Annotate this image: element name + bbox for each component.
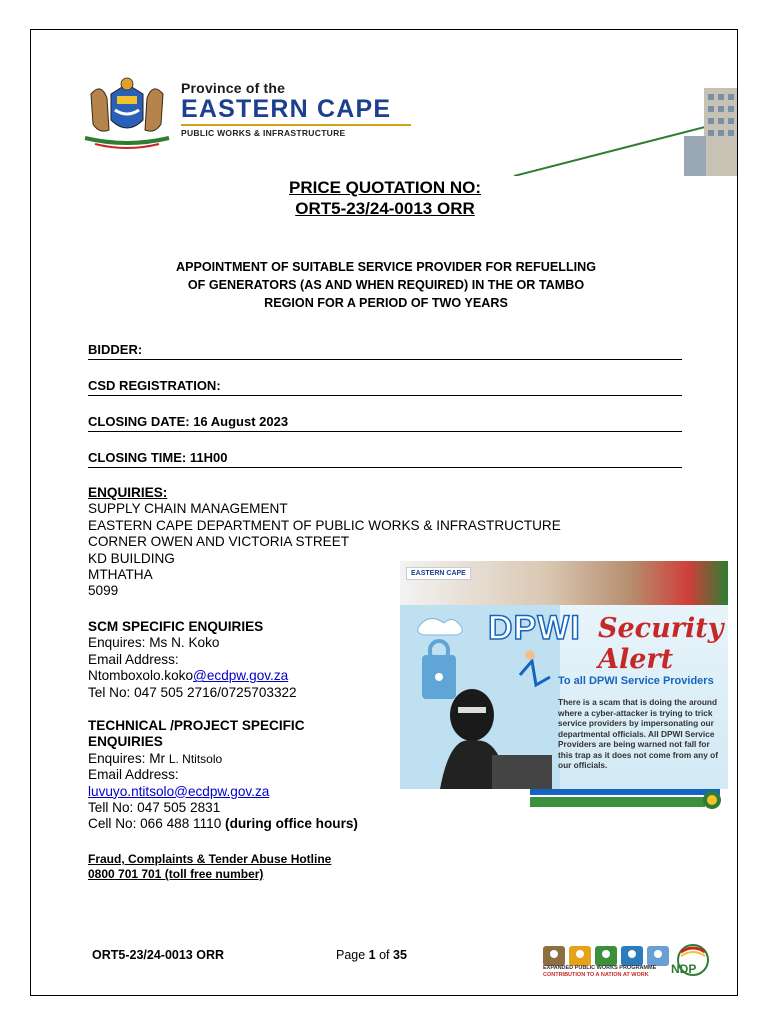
scm-email: [88, 668, 297, 684]
subtitle-line-1: APPOINTMENT OF SUITABLE SERVICE PROVIDER FOR REFUELLING: [175, 260, 597, 274]
technical-enquires-prefix: Enquires: Mr: [88, 750, 169, 766]
enquiries-heading: ENQUIRIES:: [88, 485, 168, 500]
subtitle-line-2: OF GENERATORS (AS AND WHEN REQUIRED) IN THE OR TAMBO: [187, 278, 585, 292]
closing-date-field: CLOSING DATE: 16 August 2023: [88, 414, 682, 432]
coat-of-arms-icon: [71, 74, 183, 152]
poster-subheading: To all DPWI Service Providers: [558, 675, 714, 687]
poster-logo: EASTERN CAPE: [406, 567, 471, 580]
eastern-cape-logo: [71, 74, 416, 152]
poster-blue-stripe: [530, 789, 720, 795]
logo-eastern-cape-text: EASTERN CAPE: [181, 95, 392, 123]
poster-badge-icon: [700, 789, 724, 811]
enquiries-line: SUPPLY CHAIN MANAGEMENT: [88, 501, 288, 517]
csd-registration-field: CSD REGISTRATION:: [88, 378, 682, 396]
enquiries-line: EASTERN CAPE DEPARTMENT OF PUBLIC WORKS & INFRASTRUCTURE: [88, 517, 561, 533]
technical-enquires-name: L. Ntitsolo: [168, 751, 223, 766]
poster-green-bar: [530, 797, 705, 807]
epwp-line-1: EXPANDED PUBLIC WORKS PROGRAMME: [543, 965, 657, 971]
technical-email-link[interactable]: luvuyo.ntitsolo@ecdpw.gov.za: [88, 783, 270, 799]
page-number: 1: [368, 948, 376, 962]
enquiries-line: 5099: [88, 583, 119, 599]
technical-enquiries-block: [88, 718, 358, 833]
technical-cell: [88, 816, 358, 832]
poster-title-dpwi: DPWI: [488, 609, 581, 647]
epwp-caption: [543, 965, 656, 979]
bidder-field: BIDDER:: [88, 342, 682, 360]
closing-time-field: CLOSING TIME: 11H00: [88, 450, 682, 468]
appointment-description: [141, 258, 631, 312]
header-building-graphic: [514, 76, 738, 176]
scm-email-prefix: Ntomboxolo.koko: [88, 668, 194, 684]
technical-cell-number: Cell No: 066 488 1110: [88, 816, 226, 832]
scm-contact-name: Enquires: Ms N. Koko: [88, 635, 220, 651]
page-indicator: [336, 948, 407, 962]
ndp-label: NDP: [671, 962, 697, 976]
technical-heading-line-2: ENQUIRIES: [88, 734, 163, 750]
logo-province-text: Province of the: [181, 80, 286, 96]
enquiries-line: CORNER OWEN AND VICTORIA STREET: [88, 534, 350, 550]
technical-heading-line-1: TECHNICAL /PROJECT SPECIFIC: [88, 718, 305, 733]
poster-title-security-alert: Security Alert: [598, 613, 724, 675]
quotation-title: [31, 177, 738, 219]
logo-gold-rule: [181, 124, 411, 126]
page-total: 35: [393, 948, 407, 962]
title-line-1: PRICE QUOTATION NO:: [288, 178, 482, 197]
scm-enquiries-block: [88, 619, 297, 701]
epwp-line-2: CONTRIBUTION TO A NATION AT WORK: [543, 972, 649, 978]
enquiries-line: MTHATHA: [88, 567, 153, 583]
enquiries-line: KD BUILDING: [88, 550, 175, 566]
document-page: [30, 29, 738, 996]
technical-cell-note: (during office hours): [225, 816, 358, 832]
logo-department-text: PUBLIC WORKS & INFRASTRUCTURE: [181, 128, 346, 138]
poster-body-text: There is a scam that is doing the around where a cyber-attacker is trying to trick service providers by impersonating our departmental officials. All DPWI Service Providers are being warned not fall for this trap as it does not come from any of our officials.: [558, 697, 718, 770]
fraud-hotline-block: [88, 852, 331, 882]
technical-contact-name: [88, 751, 358, 767]
page-of: of: [375, 948, 393, 962]
page-prefix: Page: [336, 948, 369, 962]
scm-email-link[interactable]: @ecdpw.gov.za: [193, 668, 289, 684]
security-alert-poster: [400, 561, 728, 813]
scm-email-label: Email Address:: [88, 651, 179, 667]
hotline-line-2: 0800 701 701 (toll free number): [88, 867, 264, 881]
subtitle-line-3: REGION FOR A PERIOD OF TWO YEARS: [264, 296, 508, 310]
logo-wordmark: [181, 80, 411, 138]
technical-email-label: Email Address:: [88, 767, 179, 783]
footer-reference: ORT5-23/24-0013 ORR: [92, 948, 225, 962]
technical-tel: Tell No: 047 505 2831: [88, 800, 221, 816]
title-line-2: ORT5-23/24-0013 ORR: [295, 199, 475, 218]
scm-tel: Tel No: 047 505 2716/0725703322: [88, 684, 297, 700]
scm-heading: SCM SPECIFIC ENQUIRIES: [88, 619, 264, 634]
hotline-line-1: Fraud, Complaints & Tender Abuse Hotline: [88, 852, 332, 866]
